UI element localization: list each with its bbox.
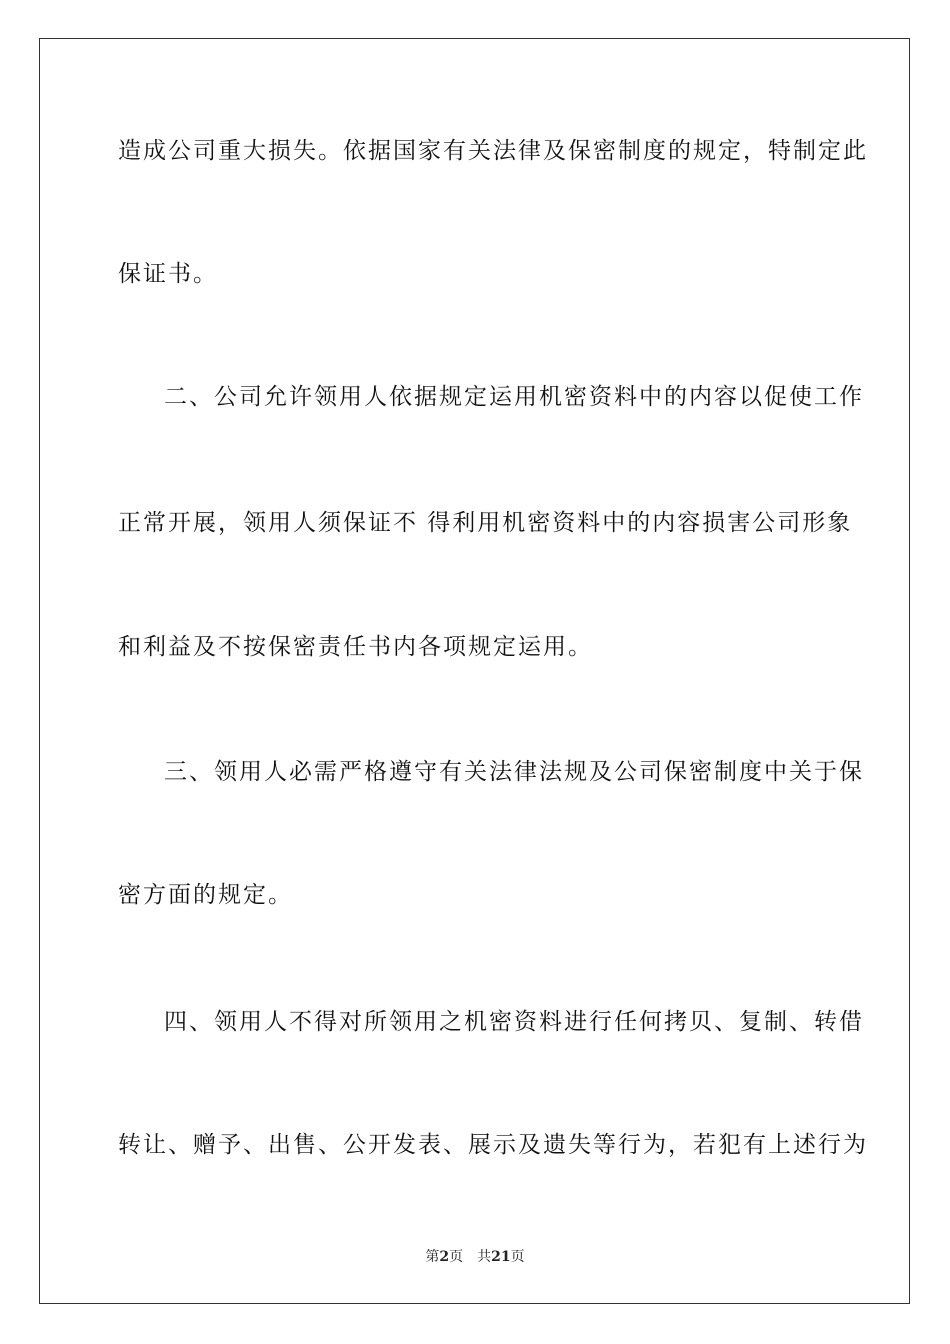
text-line: 和利益及不按保密责任书内各项规定运用。: [118, 634, 593, 660]
page-border: [39, 38, 910, 1304]
page-suffix: 页: [449, 1249, 464, 1265]
total-suffix: 页: [510, 1249, 525, 1265]
paragraph-two-start: 二、公司允许领用人依据规定运用机密资料中的内容以促使工作: [164, 384, 864, 410]
paragraph-three-start: 三、领用人必需严格遵守有关法律法规及公司保密制度中关于保: [164, 759, 864, 785]
text-line: 正常开展，领用人须保证不 得利用机密资料中的内容损害公司形象: [118, 510, 853, 536]
page-number: 2: [439, 1249, 450, 1265]
total-pages: 21: [491, 1249, 511, 1265]
text-line: 密方面的规定。: [118, 882, 293, 908]
page-footer: [0, 1248, 950, 1266]
total-prefix: 共: [477, 1249, 492, 1265]
text-line: 转让、赠予、出售、公开发表、展示及遗失等行为，若犯有上述行为: [118, 1132, 868, 1158]
text-line: 造成公司重大损失。依据国家有关法律及保密制度的规定，特制定此: [118, 138, 868, 164]
paragraph-four-start: 四、领用人不得对所领用之机密资料进行任何拷贝、复制、转借: [164, 1009, 864, 1035]
text-line: 保证书。: [118, 261, 218, 287]
page-prefix: 第: [425, 1249, 440, 1265]
